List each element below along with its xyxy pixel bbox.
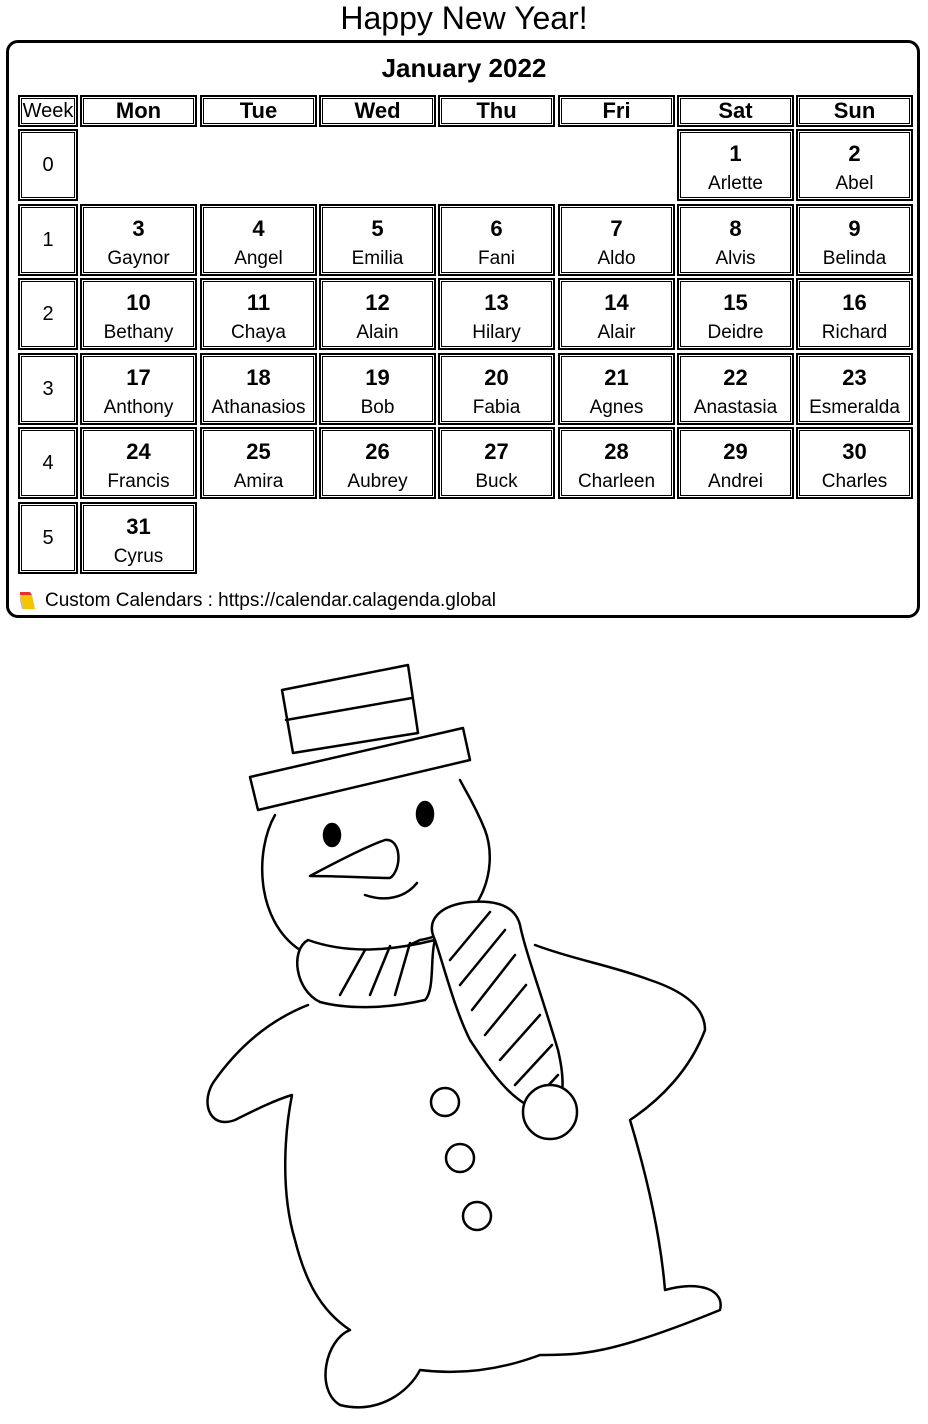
day-number: 10: [126, 290, 151, 315]
day-cell[interactable]: [200, 353, 317, 425]
footer: [18, 588, 496, 614]
day-number: 18: [246, 365, 271, 390]
day-number: 27: [484, 439, 509, 464]
weekday-label: Mon: [115, 98, 162, 123]
weekday-label: Tue: [239, 98, 278, 123]
day-name: Alair: [597, 322, 636, 343]
day-name: Aldo: [597, 248, 636, 269]
week-number: 5: [42, 526, 54, 549]
day-name: Charles: [821, 471, 888, 492]
day-name: Francis: [107, 471, 170, 492]
week-number: 3: [42, 377, 54, 400]
day-cell[interactable]: [558, 427, 675, 499]
day-number: 13: [484, 290, 509, 315]
snowman-icon: [180, 650, 740, 1420]
day-name: Emilia: [351, 248, 404, 269]
day-name: Buck: [475, 471, 518, 492]
day-cell[interactable]: [677, 204, 794, 276]
week-number: 0: [42, 153, 54, 176]
week-header-label: Week: [22, 99, 74, 122]
day-number: 26: [365, 439, 390, 464]
day-name: Fabia: [472, 397, 521, 418]
day-name: Anthony: [103, 397, 174, 418]
day-number: 22: [723, 365, 748, 390]
day-name: Aubrey: [347, 471, 408, 492]
day-name: Hilary: [472, 322, 521, 343]
day-cell[interactable]: [200, 204, 317, 276]
weekday-label: Wed: [354, 98, 401, 123]
day-number: 14: [604, 290, 629, 315]
month-title: January 2022: [381, 53, 547, 83]
day-cell[interactable]: [558, 353, 675, 425]
week-number-cell: [18, 502, 78, 574]
day-number: 30: [842, 439, 867, 464]
week-number-cell: [18, 129, 78, 201]
day-name: Arlette: [708, 173, 763, 194]
day-cell[interactable]: [796, 353, 913, 425]
weekday-header-mon: [80, 95, 197, 127]
day-number: 23: [842, 365, 867, 390]
footer-link-text[interactable]: Custom Calendars : https://calendar.calagenda.global: [45, 590, 496, 611]
day-number: 17: [126, 365, 151, 390]
day-cell[interactable]: [319, 278, 436, 350]
day-name: Cyrus: [113, 546, 164, 567]
day-cell[interactable]: [200, 427, 317, 499]
day-name: Belinda: [822, 248, 887, 269]
day-cell[interactable]: [438, 278, 555, 350]
calendar-logo-icon: [18, 591, 38, 611]
week-number-cell: [18, 427, 78, 499]
day-cell[interactable]: [80, 502, 197, 574]
day-number: 3: [132, 216, 145, 241]
day-cell[interactable]: [796, 427, 913, 499]
weekday-header-fri: [558, 95, 675, 127]
weekday-header-sat: [677, 95, 794, 127]
day-name: Esmeralda: [809, 397, 900, 418]
day-name: Bob: [360, 397, 395, 418]
day-number: 24: [126, 439, 151, 464]
week-header: [18, 95, 78, 127]
week-number-cell: [18, 204, 78, 276]
day-name: Abel: [835, 173, 874, 194]
day-name: Bethany: [103, 322, 174, 343]
day-cell[interactable]: [438, 204, 555, 276]
page-title: Happy New Year!: [340, 0, 588, 36]
day-cell[interactable]: [80, 204, 197, 276]
week-number: 4: [42, 451, 54, 474]
day-cell[interactable]: [80, 427, 197, 499]
day-number: 31: [126, 514, 151, 539]
weekday-label: Sat: [718, 98, 753, 123]
day-name: Fani: [478, 248, 515, 269]
day-number: 2: [848, 141, 861, 166]
day-number: 7: [610, 216, 623, 241]
day-number: 6: [490, 216, 503, 241]
day-number: 29: [723, 439, 748, 464]
day-name: Charleen: [577, 471, 656, 492]
week-number-cell: [18, 353, 78, 425]
day-number: 9: [848, 216, 861, 241]
day-cell[interactable]: [438, 353, 555, 425]
day-name: Andrei: [708, 471, 763, 492]
day-number: 16: [842, 290, 867, 315]
day-cell[interactable]: [558, 204, 675, 276]
day-cell[interactable]: [677, 278, 794, 350]
weekday-header-thu: [438, 95, 555, 127]
day-name: Gaynor: [107, 248, 170, 269]
day-cell[interactable]: [319, 427, 436, 499]
weekday-label: Fri: [602, 98, 631, 123]
week-number: 2: [42, 302, 54, 325]
day-cell[interactable]: [796, 129, 913, 201]
weekday-header-sun: [796, 95, 913, 127]
day-cell[interactable]: [558, 278, 675, 350]
day-cell[interactable]: [796, 204, 913, 276]
day-cell[interactable]: [677, 129, 794, 201]
weekday-header-wed: [319, 95, 436, 127]
day-name: Anastasia: [693, 397, 778, 418]
day-cell[interactable]: [200, 278, 317, 350]
weekday-label: Thu: [476, 98, 517, 123]
day-number: 25: [246, 439, 271, 464]
day-name: Athanasios: [211, 397, 306, 418]
day-cell[interactable]: [319, 204, 436, 276]
day-cell[interactable]: [80, 278, 197, 350]
day-number: 19: [365, 365, 390, 390]
day-name: Chaya: [231, 322, 286, 343]
day-number: 4: [252, 216, 265, 241]
day-name: Richard: [821, 322, 888, 343]
day-number: 8: [729, 216, 742, 241]
day-name: Angel: [234, 248, 283, 269]
day-cell[interactable]: [677, 427, 794, 499]
week-number: 1: [42, 228, 54, 251]
day-name: Agnes: [589, 397, 644, 418]
day-name: Alain: [356, 322, 399, 343]
day-cell[interactable]: [80, 353, 197, 425]
day-cell[interactable]: [677, 353, 794, 425]
weekday-header-tue: [200, 95, 317, 127]
weekday-label: Sun: [833, 98, 876, 123]
day-cell[interactable]: [319, 353, 436, 425]
day-number: 12: [365, 290, 390, 315]
day-number: 15: [723, 290, 748, 315]
day-number: 1: [729, 141, 742, 166]
day-number: 21: [604, 365, 629, 390]
week-number-cell: [18, 278, 78, 350]
day-cell[interactable]: [438, 427, 555, 499]
day-cell[interactable]: [796, 278, 913, 350]
day-number: 11: [246, 290, 271, 315]
day-number: 28: [604, 439, 629, 464]
day-number: 20: [484, 365, 509, 390]
day-name: Amira: [233, 471, 284, 492]
day-name: Alvis: [715, 248, 756, 269]
day-name: Deidre: [707, 322, 764, 343]
day-number: 5: [371, 216, 384, 241]
